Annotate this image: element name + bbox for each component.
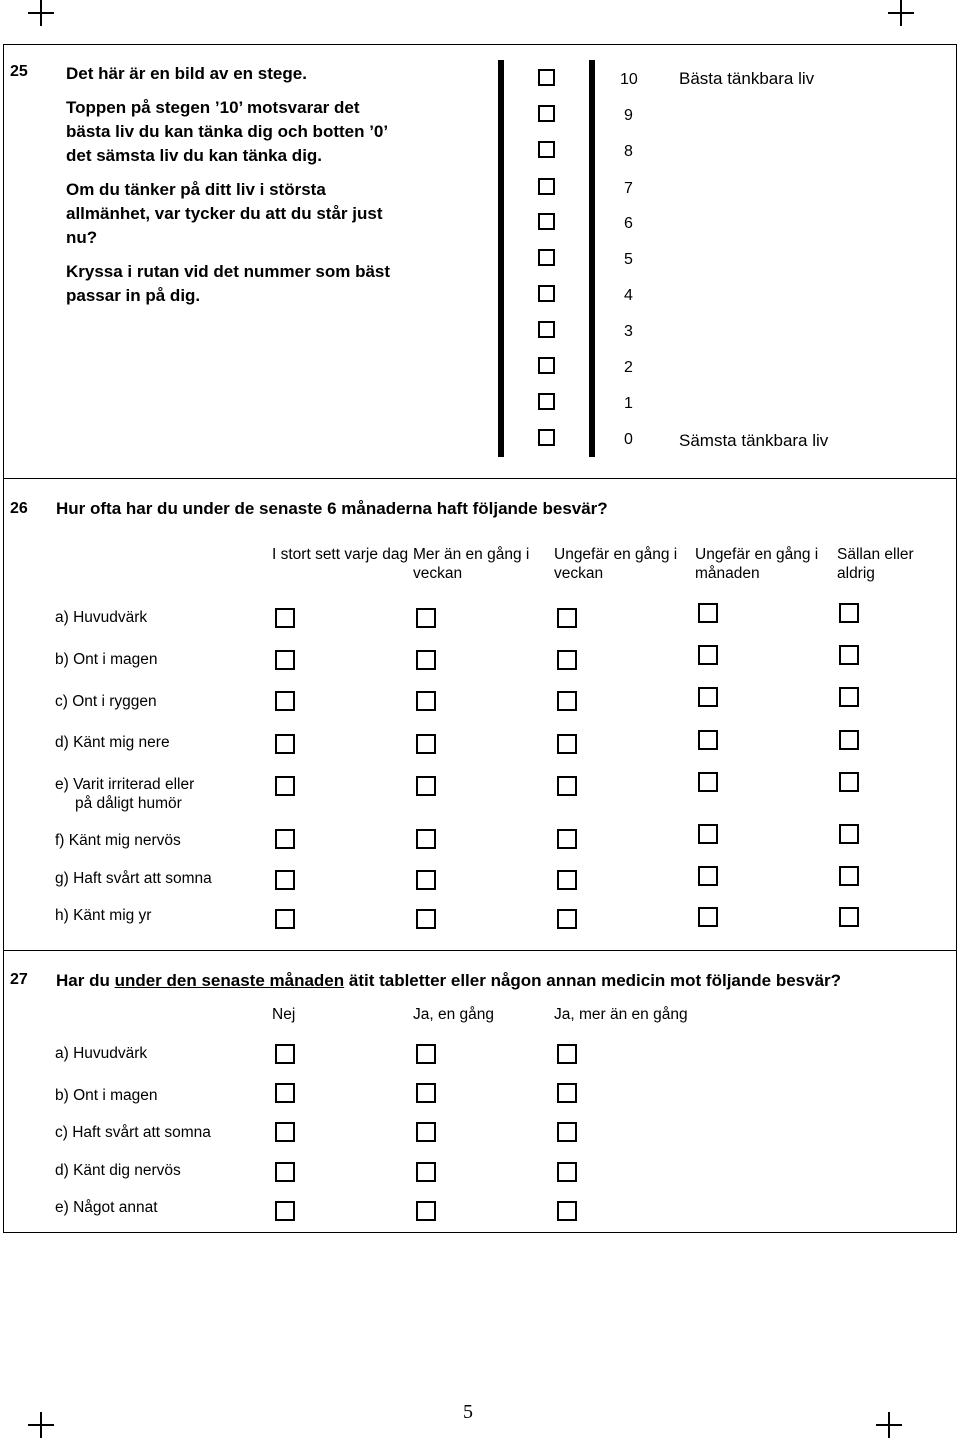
ladder-bottom-label: Sämsta tänkbara liv — [679, 431, 829, 450]
q26-checkbox-a-4[interactable] — [698, 603, 718, 623]
q26-checkbox-e-4[interactable] — [698, 772, 718, 792]
crop-mark-bottom-right — [876, 1412, 902, 1438]
q27-checkbox-d-2[interactable] — [416, 1162, 436, 1182]
q26-checkbox-a-3[interactable] — [557, 608, 577, 628]
q25-line-1: Det här är en bild av en stege. — [66, 64, 307, 83]
q26-checkbox-e-5[interactable] — [839, 772, 859, 792]
q26-checkbox-f-4[interactable] — [698, 824, 718, 844]
q26-checkbox-c-3[interactable] — [557, 691, 577, 711]
q27-checkbox-b-2[interactable] — [416, 1083, 436, 1103]
q27-row-a: a) Huvudvärk — [55, 1045, 148, 1062]
q26-checkbox-e-1[interactable] — [275, 776, 295, 796]
ladder-checkbox-0[interactable] — [538, 429, 555, 446]
ladder-number-5: 5 — [624, 251, 633, 268]
q26-row-c: c) Ont i ryggen — [55, 693, 157, 710]
q26-checkbox-h-3[interactable] — [557, 909, 577, 929]
q25-line-4: Kryssa i rutan vid det nummer som bäst passar in på dig. — [66, 262, 391, 305]
q26-checkbox-f-1[interactable] — [275, 829, 295, 849]
q26-number: 26 — [10, 500, 28, 517]
q26-checkbox-g-5[interactable] — [839, 866, 859, 886]
q26-row-e-cont: på dåligt humör — [75, 795, 182, 812]
q26-checkbox-c-1[interactable] — [275, 691, 295, 711]
q27-number: 27 — [10, 971, 28, 988]
q26-checkbox-a-1[interactable] — [275, 608, 295, 628]
ladder-number-7: 7 — [624, 180, 633, 197]
q25-line-3: Om du tänker på ditt liv i största allmänhet, var tycker du att du står just nu? — [66, 180, 383, 247]
q27-question — [56, 969, 841, 993]
q26-checkbox-g-3[interactable] — [557, 870, 577, 890]
q27-row-c: c) Haft svårt att somna — [55, 1124, 211, 1141]
crop-mark-top-left — [28, 0, 54, 26]
ladder-number-4: 4 — [624, 287, 633, 304]
q27-checkbox-e-3[interactable] — [557, 1201, 577, 1221]
q26-question: Hur ofta har du under de senaste 6 månaderna haft följande besvär? — [56, 499, 608, 518]
q26-checkbox-h-5[interactable] — [839, 907, 859, 927]
q26-checkbox-b-3[interactable] — [557, 650, 577, 670]
q27-col-1: Nej — [272, 1006, 296, 1023]
q26-row-a: a) Huvudvärk — [55, 609, 148, 626]
q26-checkbox-d-4[interactable] — [698, 730, 718, 750]
q26-checkbox-c-4[interactable] — [698, 687, 718, 707]
q26-checkbox-g-1[interactable] — [275, 870, 295, 890]
ladder-top-label: Bästa tänkbara liv — [679, 69, 815, 88]
q25-number: 25 — [10, 63, 28, 80]
q26-row-g: g) Haft svårt att somna — [55, 870, 212, 887]
q26-row-b: b) Ont i magen — [55, 651, 158, 668]
ladder-checkbox-2[interactable] — [538, 357, 555, 374]
q26-checkbox-a-5[interactable] — [839, 603, 859, 623]
q26-checkbox-h-1[interactable] — [275, 909, 295, 929]
divider-25-26 — [3, 478, 957, 479]
q27-question-start: Har du — [56, 971, 115, 990]
ladder-checkbox-3[interactable] — [538, 321, 555, 338]
q26-checkbox-g-4[interactable] — [698, 866, 718, 886]
crop-mark-top-right — [888, 0, 914, 26]
ladder-number-2: 2 — [624, 359, 633, 376]
q27-checkbox-d-1[interactable] — [275, 1162, 295, 1182]
ladder-checkbox-8[interactable] — [538, 141, 555, 158]
q26-row-d: d) Känt mig nere — [55, 734, 170, 751]
q26-checkbox-d-2[interactable] — [416, 734, 436, 754]
q26-col-3: Ungefär en gång i veckan — [554, 546, 678, 582]
q26-checkbox-d-1[interactable] — [275, 734, 295, 754]
ladder-checkbox-10[interactable] — [538, 69, 555, 86]
q27-checkbox-a-2[interactable] — [416, 1044, 436, 1064]
q27-checkbox-a-1[interactable] — [275, 1044, 295, 1064]
q27-checkbox-e-2[interactable] — [416, 1201, 436, 1221]
q27-col-3: Ja, mer än en gång — [554, 1006, 688, 1023]
q25-line-2: Toppen på stegen ’10’ motsvarar det bästa liv du kan tänka dig och botten ’0’ det sämsta liv du kan tänka dig. — [66, 98, 388, 165]
q26-checkbox-h-4[interactable] — [698, 907, 718, 927]
q26-checkbox-c-5[interactable] — [839, 687, 859, 707]
q26-checkbox-e-3[interactable] — [557, 776, 577, 796]
divider-26-27 — [3, 950, 957, 951]
q26-checkbox-c-2[interactable] — [416, 691, 436, 711]
q27-row-e: e) Något annat — [55, 1199, 158, 1216]
q26-checkbox-e-2[interactable] — [416, 776, 436, 796]
q26-checkbox-h-2[interactable] — [416, 909, 436, 929]
q26-row-e: e) Varit irriterad eller — [55, 776, 195, 793]
q27-checkbox-a-3[interactable] — [557, 1044, 577, 1064]
q25-text — [66, 62, 396, 318]
page-number: 5 — [463, 1401, 473, 1423]
q27-question-end: ätit tabletter eller någon annan medicin mot följande besvär? — [344, 971, 842, 990]
ladder-checkbox-7[interactable] — [538, 178, 555, 195]
q27-checkbox-e-1[interactable] — [275, 1201, 295, 1221]
ladder-number-9: 9 — [624, 107, 633, 124]
q26-row-f: f) Känt mig nervös — [55, 832, 181, 849]
q26-checkbox-b-1[interactable] — [275, 650, 295, 670]
q27-row-d: d) Känt dig nervös — [55, 1162, 181, 1179]
q27-checkbox-d-3[interactable] — [557, 1162, 577, 1182]
q27-checkbox-b-3[interactable] — [557, 1083, 577, 1103]
ladder-number-3: 3 — [624, 323, 633, 340]
q26-checkbox-b-2[interactable] — [416, 650, 436, 670]
q26-checkbox-f-3[interactable] — [557, 829, 577, 849]
q27-col-2: Ja, en gång — [413, 1006, 495, 1023]
q26-checkbox-g-2[interactable] — [416, 870, 436, 890]
q26-col-4: Ungefär en gång i månaden — [695, 546, 819, 582]
ladder-number-10: 10 — [620, 71, 638, 88]
q26-checkbox-d-5[interactable] — [839, 730, 859, 750]
q26-col-5: Sällan eller aldrig — [837, 546, 914, 582]
q27-checkbox-c-1[interactable] — [275, 1122, 295, 1142]
ladder-checkbox-5[interactable] — [538, 249, 555, 266]
ladder-number-1: 1 — [624, 395, 633, 412]
q26-row-h: h) Känt mig yr — [55, 907, 152, 924]
ladder-checkbox-1[interactable] — [538, 393, 555, 410]
q26-col-2: Mer än en gång i veckan — [413, 546, 530, 582]
crop-mark-bottom-left — [28, 1412, 54, 1438]
ladder-number-8: 8 — [624, 143, 633, 160]
q26-checkbox-f-2[interactable] — [416, 829, 436, 849]
q26-checkbox-b-4[interactable] — [698, 645, 718, 665]
ladder-number-0: 0 — [624, 431, 633, 448]
ladder-checkbox-6[interactable] — [538, 213, 555, 230]
q27-checkbox-c-2[interactable] — [416, 1122, 436, 1142]
q27-row-b: b) Ont i magen — [55, 1087, 158, 1104]
q26-checkbox-d-3[interactable] — [557, 734, 577, 754]
q27-checkbox-c-3[interactable] — [557, 1122, 577, 1142]
q26-checkbox-f-5[interactable] — [839, 824, 859, 844]
q26-checkbox-b-5[interactable] — [839, 645, 859, 665]
ladder-number-6: 6 — [624, 215, 633, 232]
q27-question-underlined: under den senaste månaden — [114, 971, 345, 990]
ladder-rail-right — [589, 60, 595, 457]
ladder-checkbox-4[interactable] — [538, 285, 555, 302]
ladder-checkbox-9[interactable] — [538, 105, 555, 122]
ladder-rail-left — [498, 60, 504, 457]
q27-checkbox-b-1[interactable] — [275, 1083, 295, 1103]
q26-checkbox-a-2[interactable] — [416, 608, 436, 628]
q26-col-1: I stort sett varje dag — [272, 546, 409, 563]
